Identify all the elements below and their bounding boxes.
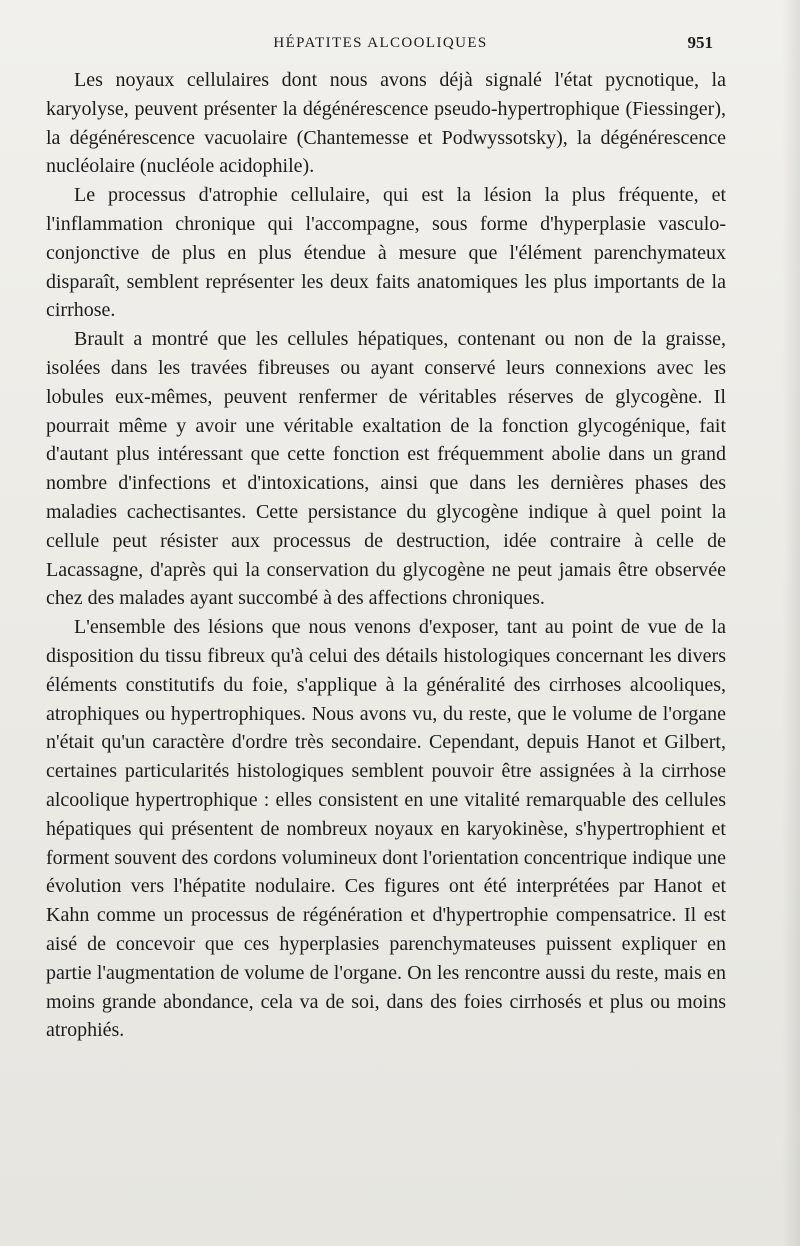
paragraph-4: L'ensemble des lésions que nous venons d'exposer, tant au point de vue de la disposition du tissu fibreux qu'à celui des détails histologiques concernant les divers éléments constitutifs du foie, s'applique à la généralité des cirrhoses alcooliques, atrophiques ou hypertrophiques. Nous avons vu, du reste, que le volume de l'organe n'était qu'un caractère d'ordre très secondaire. Cependant, depuis Hanot et Gilbert, certaines particularités histologiques semblent pouvoir être assignées à la cirrhose alcoolique hypertrophique : elles consistent en une vitalité remarquable des cellules hépatiques qui présentent de nombreux noyaux en karyokinèse, s'hypertrophient et forment souvent des cordons volumineux dont l'orientation concentrique indique une évolution vers l'hépatite nodulaire. Ces figures ont été interprétées par Hanot et Kahn comme un processus de régénération et d'hypertrophie compensatrice. Il est aisé de concevoir que ces hyperplasies parenchymateuses puissent expliquer en partie l'augmentation de volume de l'organe. On les rencontre aussi du reste, mais en moins grande abondance, cela va de soi, dans des foies cirrhosés et plus ou moins atrophiés. xyxy=(46,616,726,1042)
running-title: HÉPATITES ALCOOLIQUES xyxy=(273,35,488,51)
page-number: 951 xyxy=(687,33,713,52)
body-text xyxy=(46,66,726,1045)
page-header xyxy=(48,33,713,57)
paragraph-2: Le processus d'atrophie cellulaire, qui est la lésion la plus fréquente, et l'inflammation chronique qui l'accompagne, sous forme d'hyperplasie vasculo-conjonctive de plus en plus étendue à mesure que l'élément parenchymateux disparaît, semblent représenter les deux faits anatomiques les plus importants de la cirrhose. xyxy=(46,184,726,322)
paragraph-3: Brault a montré que les cellules hépatiques, contenant ou non de la graisse, isolées dans les travées fibreuses ou ayant conservé leurs connexions avec les lobules eux-mêmes, peuvent renfermer de véritables réserves de glycogène. Il pourrait même y avoir une véritable exaltation de la fonction glycogénique, fait d'autant plus intéressant que cette fonction est fréquemment abolie dans un grand nombre d'infections et d'intoxications, ainsi que dans les dernières phases des maladies cachectisantes. Cette persistance du glycogène indique à quel point la cellule peut résister aux processus de destruction, idée contraire à celle de Lacassagne, d'après qui la conservation du glycogène ne peut jamais être observée chez des malades ayant succombé à des affections chroniques. xyxy=(46,328,726,610)
paragraph-1: Les noyaux cellulaires dont nous avons déjà signalé l'état pycnotique, la karyolyse, peuvent présenter la dégénérescence pseudo-hypertrophique (Fiessinger), la dégénérescence vacuolaire (Chantemesse et Podwyssotsky), la dégénérescence nucléolaire (nucléole acidophile). xyxy=(46,69,726,178)
